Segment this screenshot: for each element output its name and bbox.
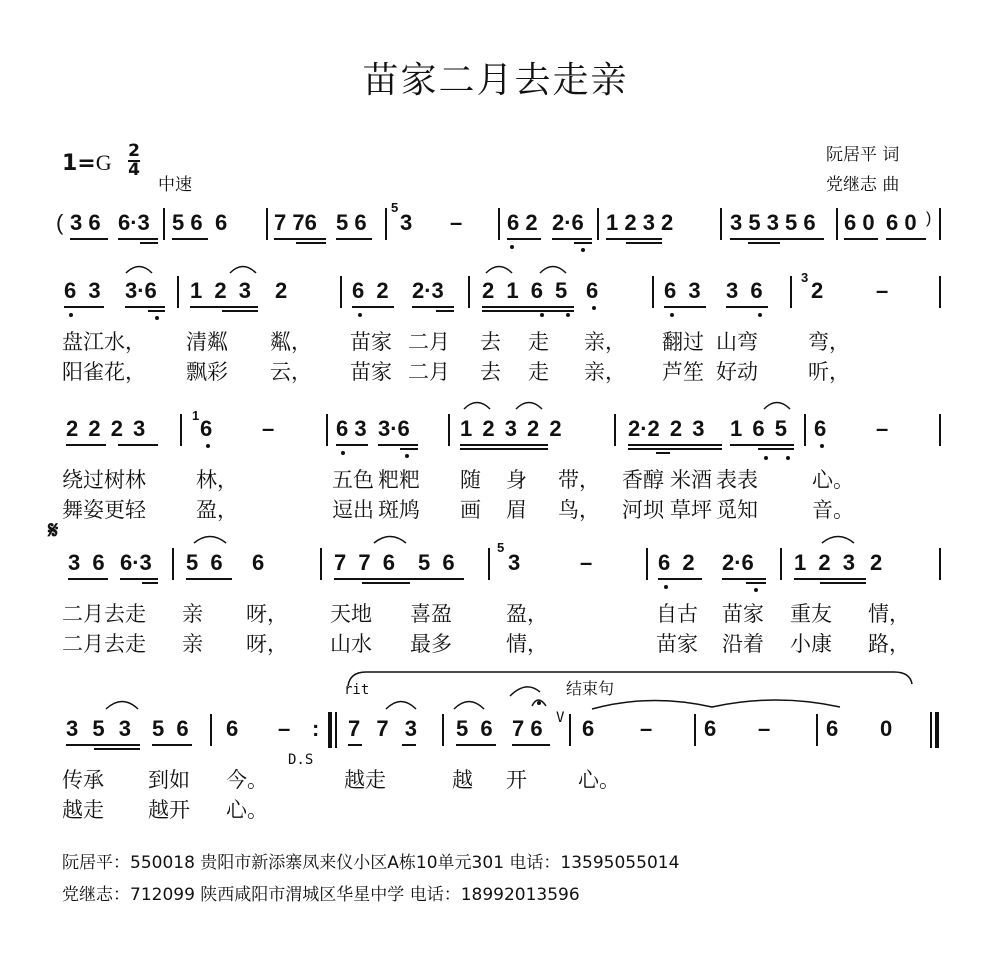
lyric: 天地 bbox=[330, 602, 372, 626]
lyric: 传承 bbox=[62, 768, 104, 792]
key-signature bbox=[62, 150, 112, 176]
fermata-icon bbox=[508, 684, 550, 708]
composer-contact: 党继志：712099 陕西咸阳市渭城区华星中学 电话：18992013596 bbox=[62, 885, 580, 905]
lyric: 随 bbox=[460, 468, 481, 492]
lyric: 阳雀花， bbox=[62, 360, 146, 384]
lyric: 去 bbox=[480, 360, 501, 384]
lyric: 走 bbox=[528, 360, 549, 384]
lyric: 山水 bbox=[330, 632, 372, 656]
note-group: 3·6 bbox=[378, 416, 410, 441]
note-group: 6 2 bbox=[352, 278, 389, 303]
note: 3 bbox=[400, 210, 413, 235]
rest: 0 bbox=[880, 716, 893, 741]
lyric: 亲 bbox=[182, 602, 203, 626]
lyric: 心。 bbox=[812, 468, 854, 492]
lyric: 越 bbox=[452, 768, 473, 792]
note-group: 3 6 bbox=[68, 550, 105, 575]
note-group: 5 6 bbox=[186, 550, 223, 575]
dash: – bbox=[758, 716, 771, 741]
lyric: 粑粑 bbox=[378, 468, 420, 492]
lyric: 亲 bbox=[182, 632, 203, 656]
lyric: 河坝 bbox=[622, 498, 664, 522]
note-group: 2·3 bbox=[412, 278, 444, 303]
lyric: 情， bbox=[868, 602, 910, 626]
tempo-marking: 中速 bbox=[158, 175, 192, 195]
lyric: 到如 bbox=[148, 768, 190, 792]
note-group: 1 2 3 bbox=[190, 278, 251, 303]
paren-close: ) bbox=[926, 210, 932, 227]
lyric: 绕过树林 bbox=[62, 468, 146, 492]
lyric: 情， bbox=[506, 632, 548, 656]
lyric: 呀， bbox=[246, 632, 288, 656]
dash: – bbox=[640, 716, 653, 741]
lyric: 山弯 bbox=[716, 330, 758, 354]
lyric: 芦笙 bbox=[662, 360, 704, 384]
key-label: 1= bbox=[62, 151, 96, 176]
ending-label: 结束句 bbox=[566, 679, 615, 698]
note-group: 6 3 bbox=[64, 278, 101, 303]
note-group: 6 2 bbox=[507, 210, 538, 235]
grace-note: 5 bbox=[497, 540, 505, 555]
lyric: 亲， bbox=[584, 330, 626, 354]
lyric: 路， bbox=[868, 632, 910, 656]
note: 6 bbox=[582, 716, 595, 741]
lyric: 二月去走 bbox=[62, 632, 146, 656]
lyric: 亲， bbox=[584, 360, 626, 384]
segno-icon: 𝄋 bbox=[48, 516, 59, 544]
grace-note: 5 bbox=[391, 200, 399, 215]
lyric: 去 bbox=[480, 330, 501, 354]
breath-mark: V bbox=[556, 710, 565, 726]
note-group: 5 6 bbox=[418, 550, 455, 575]
dal-segno-marking: D.S bbox=[288, 752, 314, 768]
note-group: 3 6 bbox=[70, 210, 101, 235]
lyric: 二月去走 bbox=[62, 602, 146, 626]
lyric: 米酒 bbox=[670, 468, 712, 492]
dash: – bbox=[580, 550, 593, 575]
lyric: 飘彩 bbox=[186, 360, 228, 384]
note-group: 1 2 3 2 bbox=[606, 210, 674, 235]
note-group: 3 5 3 bbox=[66, 716, 131, 741]
note-group: 3 5 3 5 6 bbox=[730, 210, 816, 235]
lyric: 香醇 bbox=[622, 468, 664, 492]
lyric: 粼， bbox=[270, 330, 312, 354]
note-group: 6·3 bbox=[118, 210, 150, 235]
note-group: 5 6 bbox=[336, 210, 367, 235]
lyric: 重友 bbox=[790, 602, 832, 626]
lyric: 小康 bbox=[790, 632, 832, 656]
lyric: 今。 bbox=[226, 768, 268, 792]
note-group: 2·6 bbox=[552, 210, 584, 235]
note: 3 bbox=[508, 550, 521, 575]
note-group: 5 6 bbox=[172, 210, 203, 235]
note-group: 2 2 2 3 bbox=[66, 416, 146, 441]
note: 6 bbox=[814, 416, 827, 441]
note-group: 5 6 bbox=[152, 716, 189, 741]
lyric: 听， bbox=[808, 360, 850, 384]
repeat-barline bbox=[328, 712, 332, 748]
dash: – bbox=[876, 278, 889, 303]
note: 2 bbox=[870, 550, 883, 575]
lyric: 心。 bbox=[578, 768, 620, 792]
time-top: 2 bbox=[128, 141, 140, 161]
lyric: 沿着 bbox=[722, 632, 764, 656]
lyric: 苗家 bbox=[656, 632, 698, 656]
note-group: 7 76 bbox=[274, 210, 317, 235]
lyric: 越开 bbox=[148, 798, 190, 822]
dash: – bbox=[876, 416, 889, 441]
lyric: 林， bbox=[196, 468, 238, 492]
lyric: 二月 bbox=[408, 330, 450, 354]
note: 6 bbox=[226, 716, 239, 741]
lyric: 最多 bbox=[410, 632, 452, 656]
lyric: 开 bbox=[506, 768, 527, 792]
note-group: 5 6 bbox=[456, 716, 493, 741]
lyric: 舞姿更轻 bbox=[62, 498, 146, 522]
note-group: 3·6 bbox=[125, 278, 157, 303]
composer-credit: 党继志 曲 bbox=[826, 175, 900, 195]
lyric: 越走 bbox=[344, 768, 386, 792]
lyric: 苗家 bbox=[722, 602, 764, 626]
lyric: 清粼 bbox=[186, 330, 228, 354]
lyric: 画 bbox=[460, 498, 481, 522]
note-group: 7 6 bbox=[512, 716, 543, 741]
lyric: 翻过 bbox=[662, 330, 704, 354]
lyric: 逗出 bbox=[332, 498, 374, 522]
lyric: 草坪 bbox=[670, 498, 712, 522]
note-group: 6·3 bbox=[120, 550, 152, 575]
note-group: 7 7 6 bbox=[334, 550, 395, 575]
time-bottom: 4 bbox=[128, 160, 140, 180]
lyric: 苗家 bbox=[350, 330, 392, 354]
note: 6 bbox=[704, 716, 717, 741]
lyric: 盈， bbox=[506, 602, 548, 626]
note-group: 7 7 3 bbox=[348, 716, 417, 741]
lyric: 喜盈 bbox=[410, 602, 452, 626]
note: 6 bbox=[586, 278, 599, 303]
lyric: 心。 bbox=[226, 798, 268, 822]
note-group: 2 1 6 5 bbox=[482, 278, 568, 303]
lyric: 音。 bbox=[812, 498, 854, 522]
lyric: 五色 bbox=[332, 468, 374, 492]
lyric: 鸟， bbox=[558, 498, 600, 522]
note-group: 6 3 bbox=[336, 416, 367, 441]
key-note: G bbox=[95, 150, 112, 175]
note-group: 1 6 5 bbox=[730, 416, 787, 441]
time-signature bbox=[128, 143, 140, 179]
lyricist-contact: 阮居平：550018 贵阳市新添寨凤来仪小区A栋10单元301 电话：13595055014 bbox=[62, 853, 680, 873]
note-group: 1 2 3 2 2 bbox=[460, 416, 562, 441]
note-group: 2·2 2 3 bbox=[628, 416, 705, 441]
lyric: 云， bbox=[270, 360, 312, 384]
dash: – bbox=[278, 716, 291, 741]
note: 2 bbox=[275, 278, 288, 303]
lyric: 自古 bbox=[656, 602, 698, 626]
lyric: 呀， bbox=[246, 602, 288, 626]
note-group: 6 3 bbox=[664, 278, 701, 303]
lyric: 苗家 bbox=[350, 360, 392, 384]
paren-open: ( bbox=[56, 210, 64, 235]
note-group: 3 6 bbox=[726, 278, 763, 303]
lyric: 二月 bbox=[408, 360, 450, 384]
lyric: 带， bbox=[558, 468, 600, 492]
note-group: 1 2 3 bbox=[794, 550, 855, 575]
grace-note: 3 bbox=[801, 270, 809, 285]
note: 6 bbox=[252, 550, 265, 575]
lyric: 表表 bbox=[716, 468, 758, 492]
ritardando-marking: rit bbox=[344, 682, 370, 698]
note: 2 bbox=[811, 278, 824, 303]
lyric: 斑鸠 bbox=[378, 498, 420, 522]
song-title: 苗家二月去走亲 bbox=[362, 60, 629, 101]
lyric: 身 bbox=[506, 468, 527, 492]
note-group: 6 bbox=[215, 210, 228, 235]
note-group: 6 2 bbox=[658, 550, 695, 575]
repeat-sign: : bbox=[312, 716, 320, 741]
lyric: 走 bbox=[528, 330, 549, 354]
lyricist-credit: 阮居平 词 bbox=[826, 145, 900, 165]
note-group: 6 0 bbox=[844, 210, 875, 235]
lyric: 觅知 bbox=[716, 498, 758, 522]
dash: – bbox=[450, 210, 463, 235]
dash: – bbox=[262, 416, 275, 441]
note: 6 bbox=[200, 416, 213, 441]
final-barline bbox=[935, 712, 939, 748]
lyric: 盈， bbox=[196, 498, 238, 522]
lyric: 弯， bbox=[808, 330, 850, 354]
note: 6 bbox=[826, 716, 839, 741]
note-group: 6 0 bbox=[886, 210, 917, 235]
lyric: 盘江水， bbox=[62, 330, 146, 354]
grace-note: 1 bbox=[192, 408, 200, 423]
lyric: 好动 bbox=[716, 360, 758, 384]
lyric: 越走 bbox=[62, 798, 104, 822]
lyric: 眉 bbox=[506, 498, 527, 522]
note-group: 2·6 bbox=[722, 550, 754, 575]
